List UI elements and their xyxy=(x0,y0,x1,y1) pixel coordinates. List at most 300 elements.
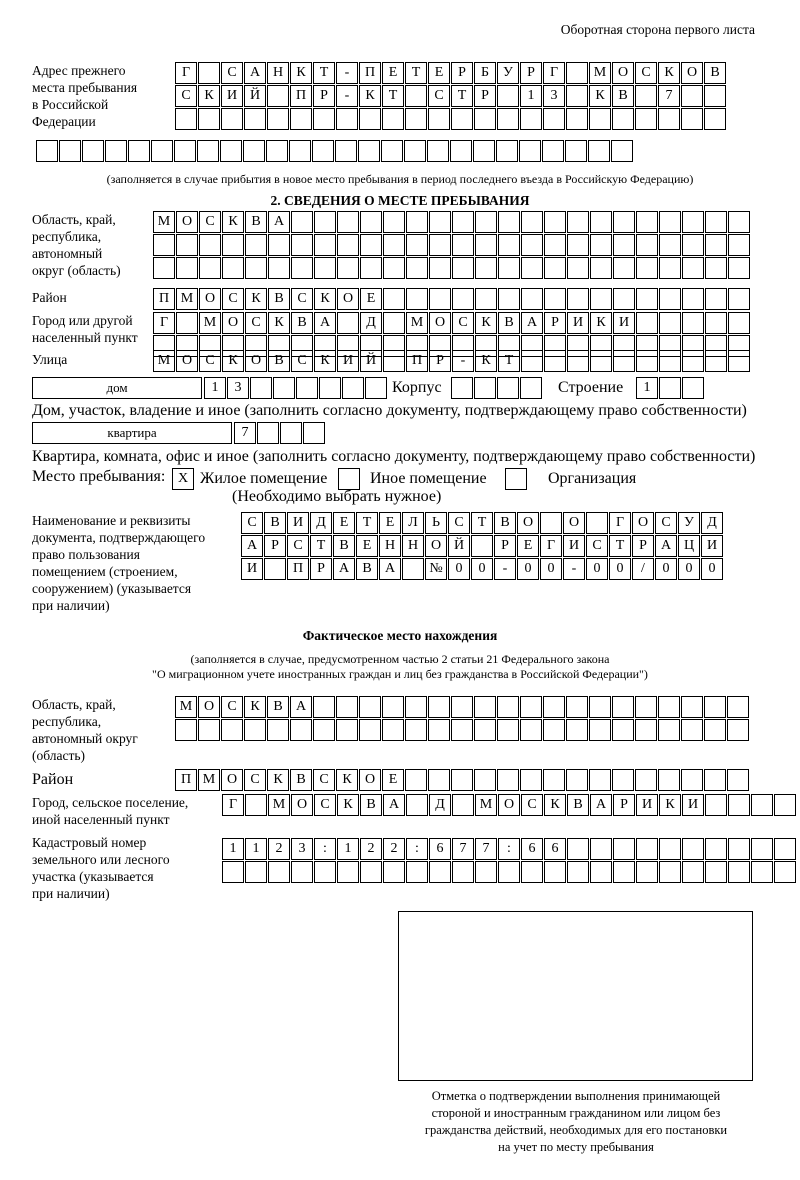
char-box[interactable]: К xyxy=(245,288,267,310)
char-box[interactable]: Н xyxy=(267,62,289,84)
char-box[interactable]: И xyxy=(221,85,243,107)
char-box[interactable]: М xyxy=(176,288,198,310)
checkbox-organizaciya[interactable] xyxy=(505,468,527,490)
char-box[interactable] xyxy=(429,257,451,279)
char-box[interactable] xyxy=(273,377,295,399)
char-box[interactable] xyxy=(498,234,520,256)
char-box[interactable] xyxy=(383,861,405,883)
char-box[interactable] xyxy=(383,234,405,256)
char-box[interactable] xyxy=(428,108,450,130)
char-box[interactable]: 0 xyxy=(540,558,562,580)
char-box[interactable]: В xyxy=(245,211,267,233)
char-box[interactable]: Т xyxy=(313,62,335,84)
char-box[interactable]: 1 xyxy=(245,838,267,860)
char-box[interactable]: А xyxy=(655,535,677,557)
char-box[interactable] xyxy=(267,108,289,130)
char-box[interactable]: К xyxy=(314,350,336,372)
char-box[interactable]: 0 xyxy=(586,558,608,580)
char-box[interactable] xyxy=(497,377,519,399)
char-box[interactable] xyxy=(406,234,428,256)
char-box[interactable] xyxy=(682,211,704,233)
char-box[interactable]: К xyxy=(658,62,680,84)
char-box[interactable] xyxy=(59,140,81,162)
char-box[interactable]: С xyxy=(635,62,657,84)
char-box[interactable] xyxy=(335,140,357,162)
char-box[interactable] xyxy=(521,350,543,372)
char-box[interactable] xyxy=(567,861,589,883)
char-box[interactable]: К xyxy=(267,769,289,791)
char-box[interactable]: 6 xyxy=(544,838,566,860)
char-box[interactable] xyxy=(291,861,313,883)
char-box[interactable] xyxy=(245,234,267,256)
stroenie-row-0[interactable] xyxy=(636,377,705,399)
char-box[interactable] xyxy=(175,108,197,130)
char-box[interactable]: 7 xyxy=(475,838,497,860)
char-box[interactable]: Т xyxy=(310,535,332,557)
char-box[interactable] xyxy=(613,288,635,310)
char-box[interactable] xyxy=(635,108,657,130)
char-box[interactable]: 2 xyxy=(268,838,290,860)
char-box[interactable] xyxy=(498,257,520,279)
char-box[interactable]: Б xyxy=(474,62,496,84)
char-box[interactable] xyxy=(452,211,474,233)
char-box[interactable] xyxy=(520,377,542,399)
char-box[interactable] xyxy=(452,861,474,883)
char-box[interactable]: Р xyxy=(429,350,451,372)
char-box[interactable]: П xyxy=(406,350,428,372)
char-box[interactable] xyxy=(498,861,520,883)
char-box[interactable] xyxy=(636,257,658,279)
char-box[interactable] xyxy=(521,861,543,883)
char-box[interactable]: В xyxy=(567,794,589,816)
char-box[interactable] xyxy=(382,696,404,718)
char-box[interactable] xyxy=(589,719,611,741)
char-box[interactable]: С xyxy=(521,794,543,816)
char-box[interactable]: П xyxy=(287,558,309,580)
char-box[interactable] xyxy=(427,140,449,162)
cadastral-row-0[interactable] xyxy=(222,838,797,860)
char-box[interactable] xyxy=(360,234,382,256)
char-box[interactable] xyxy=(590,838,612,860)
char-box[interactable] xyxy=(474,696,496,718)
char-box[interactable] xyxy=(567,838,589,860)
char-box[interactable]: О xyxy=(198,696,220,718)
char-box[interactable] xyxy=(682,234,704,256)
prev-address-row-1[interactable] xyxy=(175,85,727,107)
char-box[interactable]: С xyxy=(287,535,309,557)
prev-address-extra-boxes[interactable] xyxy=(36,140,634,163)
char-box[interactable]: Р xyxy=(451,62,473,84)
char-box[interactable] xyxy=(199,257,221,279)
prev-address-boxes[interactable] xyxy=(175,62,727,131)
stamp-area[interactable] xyxy=(398,911,753,1081)
char-box[interactable] xyxy=(291,234,313,256)
char-box[interactable] xyxy=(381,140,403,162)
char-box[interactable] xyxy=(36,140,58,162)
char-box[interactable] xyxy=(471,535,493,557)
char-box[interactable]: : xyxy=(406,838,428,860)
char-box[interactable]: М xyxy=(589,62,611,84)
char-box[interactable] xyxy=(543,769,565,791)
char-box[interactable] xyxy=(542,140,564,162)
char-box[interactable]: Т xyxy=(471,512,493,534)
char-box[interactable] xyxy=(612,108,634,130)
char-box[interactable] xyxy=(314,234,336,256)
char-box[interactable]: Р xyxy=(520,62,542,84)
char-box[interactable] xyxy=(613,257,635,279)
char-box[interactable] xyxy=(199,234,221,256)
char-box[interactable] xyxy=(590,257,612,279)
char-box[interactable]: М xyxy=(475,794,497,816)
char-box[interactable] xyxy=(268,234,290,256)
char-box[interactable] xyxy=(176,234,198,256)
char-box[interactable] xyxy=(681,719,703,741)
char-box[interactable] xyxy=(704,696,726,718)
cadastral-boxes[interactable] xyxy=(222,838,797,884)
char-box[interactable] xyxy=(383,288,405,310)
prev-address-row-2[interactable] xyxy=(175,108,727,130)
char-box[interactable]: 1 xyxy=(337,838,359,860)
char-box[interactable] xyxy=(751,861,773,883)
char-box[interactable] xyxy=(728,257,750,279)
char-box[interactable] xyxy=(153,257,175,279)
char-box[interactable]: О xyxy=(429,312,451,334)
char-box[interactable]: О xyxy=(498,794,520,816)
char-box[interactable] xyxy=(728,234,750,256)
char-box[interactable] xyxy=(540,512,562,534)
char-box[interactable]: В xyxy=(360,794,382,816)
char-box[interactable] xyxy=(312,140,334,162)
char-box[interactable]: О xyxy=(612,62,634,84)
char-box[interactable]: О xyxy=(245,350,267,372)
char-box[interactable] xyxy=(360,211,382,233)
char-box[interactable]: А xyxy=(314,312,336,334)
char-box[interactable] xyxy=(250,377,272,399)
char-box[interactable]: К xyxy=(222,350,244,372)
char-box[interactable] xyxy=(566,108,588,130)
char-box[interactable]: 6 xyxy=(429,838,451,860)
char-box[interactable] xyxy=(358,140,380,162)
char-box[interactable] xyxy=(382,719,404,741)
char-box[interactable] xyxy=(319,377,341,399)
char-box[interactable]: Г xyxy=(153,312,175,334)
char-box[interactable] xyxy=(428,719,450,741)
char-box[interactable]: С xyxy=(291,288,313,310)
char-box[interactable]: А xyxy=(268,211,290,233)
char-box[interactable] xyxy=(402,558,424,580)
char-box[interactable] xyxy=(336,719,358,741)
char-box[interactable]: А xyxy=(590,794,612,816)
char-box[interactable] xyxy=(221,719,243,741)
char-box[interactable]: П xyxy=(153,288,175,310)
char-box[interactable]: Т xyxy=(451,85,473,107)
char-box[interactable] xyxy=(405,769,427,791)
char-box[interactable] xyxy=(337,312,359,334)
street-row-0[interactable] xyxy=(153,350,751,372)
char-box[interactable]: И xyxy=(567,312,589,334)
char-box[interactable]: Д xyxy=(360,312,382,334)
cadastral-row-1[interactable] xyxy=(222,861,797,883)
char-box[interactable]: М xyxy=(198,769,220,791)
section2-street-boxes[interactable] xyxy=(153,350,751,373)
char-box[interactable]: Е xyxy=(382,62,404,84)
char-box[interactable]: С xyxy=(222,288,244,310)
char-box[interactable] xyxy=(291,211,313,233)
char-box[interactable]: У xyxy=(678,512,700,534)
char-box[interactable]: Л xyxy=(402,512,424,534)
house-row-0[interactable] xyxy=(204,377,388,399)
char-box[interactable] xyxy=(658,108,680,130)
char-box[interactable] xyxy=(774,838,796,860)
char-box[interactable] xyxy=(382,108,404,130)
char-box[interactable]: Р xyxy=(632,535,654,557)
char-box[interactable]: С xyxy=(175,85,197,107)
char-box[interactable]: К xyxy=(337,794,359,816)
char-box[interactable] xyxy=(659,288,681,310)
char-box[interactable] xyxy=(658,696,680,718)
char-box[interactable] xyxy=(337,211,359,233)
char-box[interactable] xyxy=(682,350,704,372)
char-box[interactable]: Ь xyxy=(425,512,447,534)
char-box[interactable] xyxy=(245,257,267,279)
char-box[interactable] xyxy=(404,140,426,162)
char-box[interactable]: 0 xyxy=(609,558,631,580)
char-box[interactable]: П xyxy=(359,62,381,84)
char-box[interactable] xyxy=(452,794,474,816)
char-box[interactable]: 7 xyxy=(658,85,680,107)
char-box[interactable] xyxy=(198,62,220,84)
char-box[interactable] xyxy=(705,288,727,310)
char-box[interactable] xyxy=(475,211,497,233)
char-box[interactable] xyxy=(175,719,197,741)
char-box[interactable] xyxy=(221,108,243,130)
char-box[interactable]: К xyxy=(659,794,681,816)
char-box[interactable] xyxy=(635,769,657,791)
char-box[interactable] xyxy=(428,769,450,791)
char-box[interactable]: С xyxy=(245,312,267,334)
char-box[interactable] xyxy=(243,140,265,162)
char-box[interactable] xyxy=(705,861,727,883)
char-box[interactable]: Е xyxy=(517,535,539,557)
char-box[interactable]: Р xyxy=(310,558,332,580)
char-box[interactable] xyxy=(520,108,542,130)
char-box[interactable]: Е xyxy=(382,769,404,791)
char-box[interactable] xyxy=(475,288,497,310)
char-box[interactable] xyxy=(176,257,198,279)
char-box[interactable]: С xyxy=(241,512,263,534)
char-box[interactable]: Е xyxy=(356,535,378,557)
char-box[interactable] xyxy=(751,794,773,816)
char-box[interactable] xyxy=(337,234,359,256)
char-box[interactable]: Т xyxy=(609,535,631,557)
char-box[interactable] xyxy=(520,769,542,791)
char-box[interactable]: 0 xyxy=(448,558,470,580)
char-box[interactable] xyxy=(728,312,750,334)
char-box[interactable]: 0 xyxy=(517,558,539,580)
section3-region-boxes[interactable] xyxy=(175,696,750,742)
char-box[interactable]: Е xyxy=(379,512,401,534)
char-box[interactable]: / xyxy=(632,558,654,580)
char-box[interactable] xyxy=(475,234,497,256)
char-box[interactable] xyxy=(337,861,359,883)
char-box[interactable]: А xyxy=(383,794,405,816)
char-box[interactable] xyxy=(567,234,589,256)
char-box[interactable]: Р xyxy=(264,535,286,557)
korpus-boxes[interactable] xyxy=(451,377,543,400)
char-box[interactable] xyxy=(520,719,542,741)
char-box[interactable]: 1 xyxy=(636,377,658,399)
char-box[interactable]: Н xyxy=(402,535,424,557)
char-box[interactable] xyxy=(280,422,302,444)
char-box[interactable]: В xyxy=(291,312,313,334)
char-box[interactable]: С xyxy=(244,769,266,791)
char-box[interactable] xyxy=(313,696,335,718)
char-box[interactable] xyxy=(474,377,496,399)
char-box[interactable]: М xyxy=(199,312,221,334)
fact-region-row-1[interactable] xyxy=(175,719,750,741)
char-box[interactable] xyxy=(313,108,335,130)
char-box[interactable] xyxy=(521,211,543,233)
char-box[interactable]: К xyxy=(222,211,244,233)
char-box[interactable] xyxy=(128,140,150,162)
char-box[interactable] xyxy=(588,140,610,162)
korpus-row-0[interactable] xyxy=(451,377,543,399)
char-box[interactable] xyxy=(474,108,496,130)
char-box[interactable] xyxy=(636,234,658,256)
char-box[interactable] xyxy=(474,769,496,791)
char-box[interactable] xyxy=(497,696,519,718)
char-box[interactable] xyxy=(405,108,427,130)
char-box[interactable] xyxy=(544,288,566,310)
char-box[interactable] xyxy=(222,234,244,256)
fact-district-row-0[interactable] xyxy=(175,769,750,791)
char-box[interactable] xyxy=(359,108,381,130)
char-box[interactable]: 7 xyxy=(452,838,474,860)
char-box[interactable] xyxy=(497,108,519,130)
char-box[interactable] xyxy=(497,85,519,107)
char-box[interactable] xyxy=(728,794,750,816)
char-box[interactable] xyxy=(728,211,750,233)
char-box[interactable] xyxy=(682,312,704,334)
char-box[interactable] xyxy=(521,234,543,256)
char-box[interactable] xyxy=(475,861,497,883)
char-box[interactable]: Т xyxy=(382,85,404,107)
char-box[interactable]: И xyxy=(337,350,359,372)
char-box[interactable] xyxy=(473,140,495,162)
char-box[interactable]: В xyxy=(268,350,290,372)
char-box[interactable]: Р xyxy=(494,535,516,557)
char-box[interactable]: 1 xyxy=(222,838,244,860)
char-box[interactable] xyxy=(314,257,336,279)
char-box[interactable]: 3 xyxy=(543,85,565,107)
char-box[interactable]: 7 xyxy=(234,422,256,444)
char-box[interactable]: А xyxy=(241,535,263,557)
char-box[interactable] xyxy=(636,861,658,883)
char-box[interactable]: 0 xyxy=(701,558,723,580)
char-box[interactable] xyxy=(705,211,727,233)
char-box[interactable]: О xyxy=(337,288,359,310)
char-box[interactable] xyxy=(612,719,634,741)
district-row-0[interactable] xyxy=(153,288,751,310)
char-box[interactable] xyxy=(245,794,267,816)
char-box[interactable]: А xyxy=(379,558,401,580)
char-box[interactable]: М xyxy=(153,211,175,233)
char-box[interactable]: И xyxy=(287,512,309,534)
char-box[interactable] xyxy=(659,211,681,233)
char-box[interactable] xyxy=(681,108,703,130)
char-box[interactable]: В xyxy=(264,512,286,534)
char-box[interactable]: - xyxy=(563,558,585,580)
char-box[interactable] xyxy=(451,696,473,718)
char-box[interactable] xyxy=(244,719,266,741)
char-box[interactable]: - xyxy=(452,350,474,372)
char-box[interactable]: О xyxy=(632,512,654,534)
char-box[interactable]: Д xyxy=(701,512,723,534)
char-box[interactable]: С xyxy=(314,794,336,816)
char-box[interactable] xyxy=(429,234,451,256)
char-box[interactable]: К xyxy=(314,288,336,310)
char-box[interactable] xyxy=(359,696,381,718)
char-box[interactable]: С xyxy=(221,696,243,718)
char-box[interactable] xyxy=(590,861,612,883)
prev-address-row-0[interactable] xyxy=(175,62,727,84)
char-box[interactable] xyxy=(498,211,520,233)
char-box[interactable]: 3 xyxy=(227,377,249,399)
char-box[interactable]: А xyxy=(244,62,266,84)
char-box[interactable]: Г xyxy=(540,535,562,557)
char-box[interactable]: 6 xyxy=(521,838,543,860)
char-box[interactable]: О xyxy=(425,535,447,557)
char-box[interactable]: Р xyxy=(313,85,335,107)
char-box[interactable]: 0 xyxy=(678,558,700,580)
char-box[interactable] xyxy=(705,838,727,860)
char-box[interactable] xyxy=(682,257,704,279)
char-box[interactable] xyxy=(336,696,358,718)
char-box[interactable] xyxy=(682,288,704,310)
char-box[interactable]: И xyxy=(613,312,635,334)
char-box[interactable]: С xyxy=(428,85,450,107)
char-box[interactable]: Е xyxy=(428,62,450,84)
char-box[interactable]: Д xyxy=(429,794,451,816)
char-box[interactable]: К xyxy=(475,350,497,372)
char-box[interactable]: В xyxy=(494,512,516,534)
char-box[interactable]: С xyxy=(291,350,313,372)
char-box[interactable]: Й xyxy=(360,350,382,372)
char-box[interactable]: К xyxy=(590,312,612,334)
char-box[interactable] xyxy=(612,696,634,718)
char-box[interactable]: М xyxy=(175,696,197,718)
char-box[interactable]: Т xyxy=(498,350,520,372)
char-box[interactable] xyxy=(659,377,681,399)
char-box[interactable]: Н xyxy=(379,535,401,557)
document-boxes[interactable] xyxy=(241,512,724,581)
char-box[interactable]: Г xyxy=(543,62,565,84)
char-box[interactable] xyxy=(406,288,428,310)
char-box[interactable] xyxy=(774,794,796,816)
char-box[interactable] xyxy=(704,108,726,130)
char-box[interactable] xyxy=(590,234,612,256)
char-box[interactable] xyxy=(612,769,634,791)
char-box[interactable] xyxy=(636,838,658,860)
char-box[interactable] xyxy=(727,696,749,718)
char-box[interactable]: С xyxy=(313,769,335,791)
char-box[interactable] xyxy=(267,719,289,741)
char-box[interactable]: С xyxy=(655,512,677,534)
char-box[interactable]: Р xyxy=(613,794,635,816)
section3-city-boxes[interactable] xyxy=(222,794,797,817)
char-box[interactable] xyxy=(452,288,474,310)
char-box[interactable] xyxy=(659,257,681,279)
